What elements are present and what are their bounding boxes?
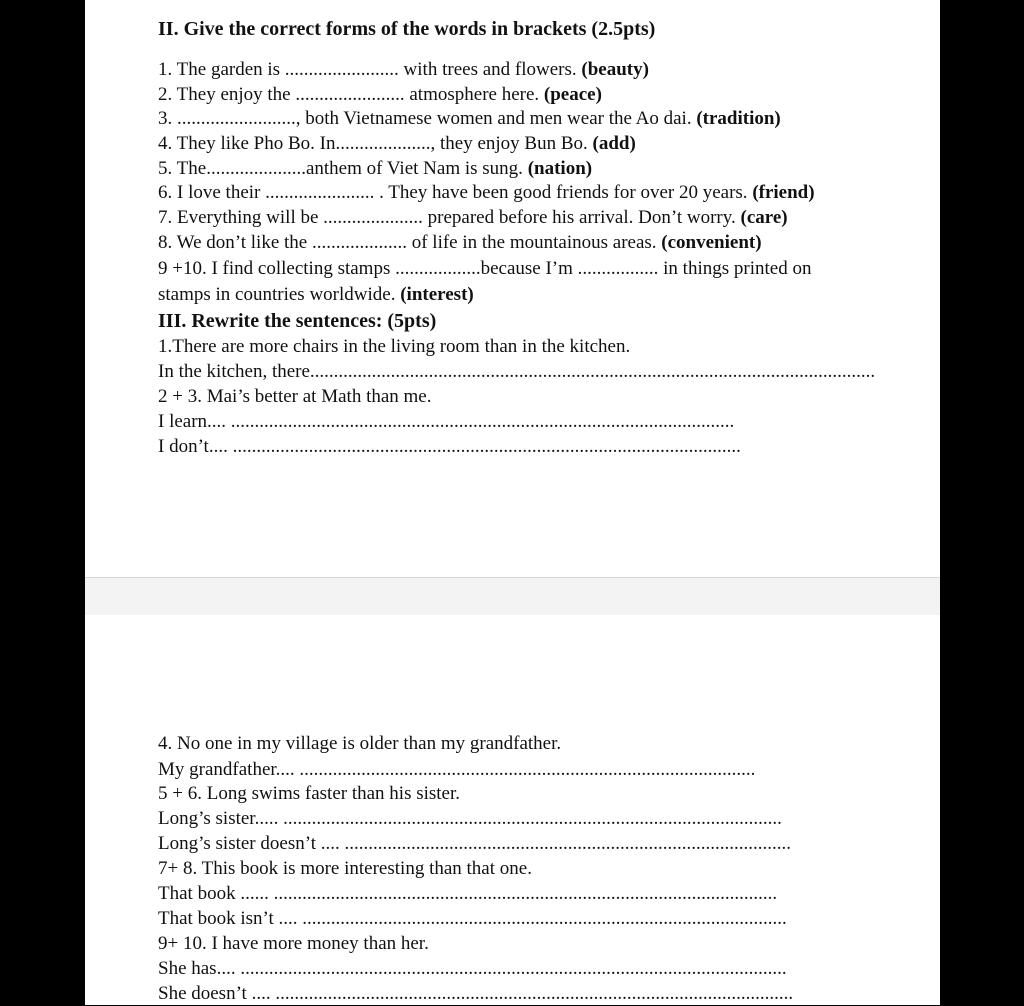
exercise-item-1: 1. The garden is ........................ with trees and flowers. (beauty)	[158, 59, 649, 80]
exercise-item-9-10-cont: stamps in countries worldwide. (interest)	[158, 284, 474, 305]
rewrite-line: 9+ 10. I have more money than her.	[158, 933, 429, 954]
rewrite-line: 1.There are more chairs in the living room than in the kitchen.	[158, 336, 631, 357]
section-2-heading: II. Give the correct forms of the words in brackets (2.5pts)	[158, 18, 656, 40]
rewrite-line: That book isn’t .... ......................................................................................................	[158, 908, 787, 929]
rewrite-line: 2 + 3. Mai’s better at Math than me.	[158, 386, 432, 407]
exercise-item-6: 6. I love their ....................... . They have been good friends for over 20 years. (friend)	[158, 182, 815, 203]
exercise-item-9-10: 9 +10. I find collecting stamps ..................because I’m ................. in things printed on	[158, 258, 812, 279]
exercise-item-3: 3. ........................., both Vietnamese women and men wear the Ao dai. (tradition)	[158, 108, 781, 129]
rewrite-line: My grandfather.... ................................................................................................	[158, 759, 756, 780]
rewrite-line: 5 + 6. Long swims faster than his sister.	[158, 783, 461, 804]
rewrite-line: Long’s sister..... .........................................................................................................	[158, 808, 782, 829]
worksheet-page-2	[85, 615, 940, 1005]
rewrite-line: I learn.... ..........................................................................................................	[158, 411, 735, 432]
rewrite-line: I don’t.... ...........................................................................................................	[158, 436, 741, 457]
page-gap	[85, 577, 940, 617]
rewrite-line: She doesn’t .... .............................................................................................................	[158, 983, 794, 1004]
exercise-item-7: 7. Everything will be ..................... prepared before his arrival. Don’t worry. (care)	[158, 207, 788, 228]
rewrite-line: 4. No one in my village is older than my grandfather.	[158, 733, 562, 754]
rewrite-line: Long’s sister doesn’t .... ..............................................................................................	[158, 833, 791, 854]
rewrite-line: She has.... ...................................................................................................................	[158, 958, 787, 979]
rewrite-line: 7+ 8. This book is more interesting than that one.	[158, 858, 532, 879]
worksheet-page-1	[85, 0, 940, 577]
exercise-item-5: 5. The.....................anthem of Viet Nam is sung. (nation)	[158, 158, 593, 179]
rewrite-line: In the kitchen, there.......................................................................................................................	[158, 361, 876, 382]
exercise-item-8: 8. We don’t like the .................... of life in the mountainous areas. (convenient)	[158, 232, 762, 253]
rewrite-line: That book ...... ..........................................................................................................	[158, 883, 778, 904]
exercise-item-2: 2. They enjoy the ....................... atmosphere here. (peace)	[158, 84, 602, 105]
section-3-heading: III. Rewrite the sentences: (5pts)	[158, 310, 437, 332]
exercise-item-4: 4. They like Pho Bo. In...................., they enjoy Bun Bo. (add)	[158, 133, 636, 154]
